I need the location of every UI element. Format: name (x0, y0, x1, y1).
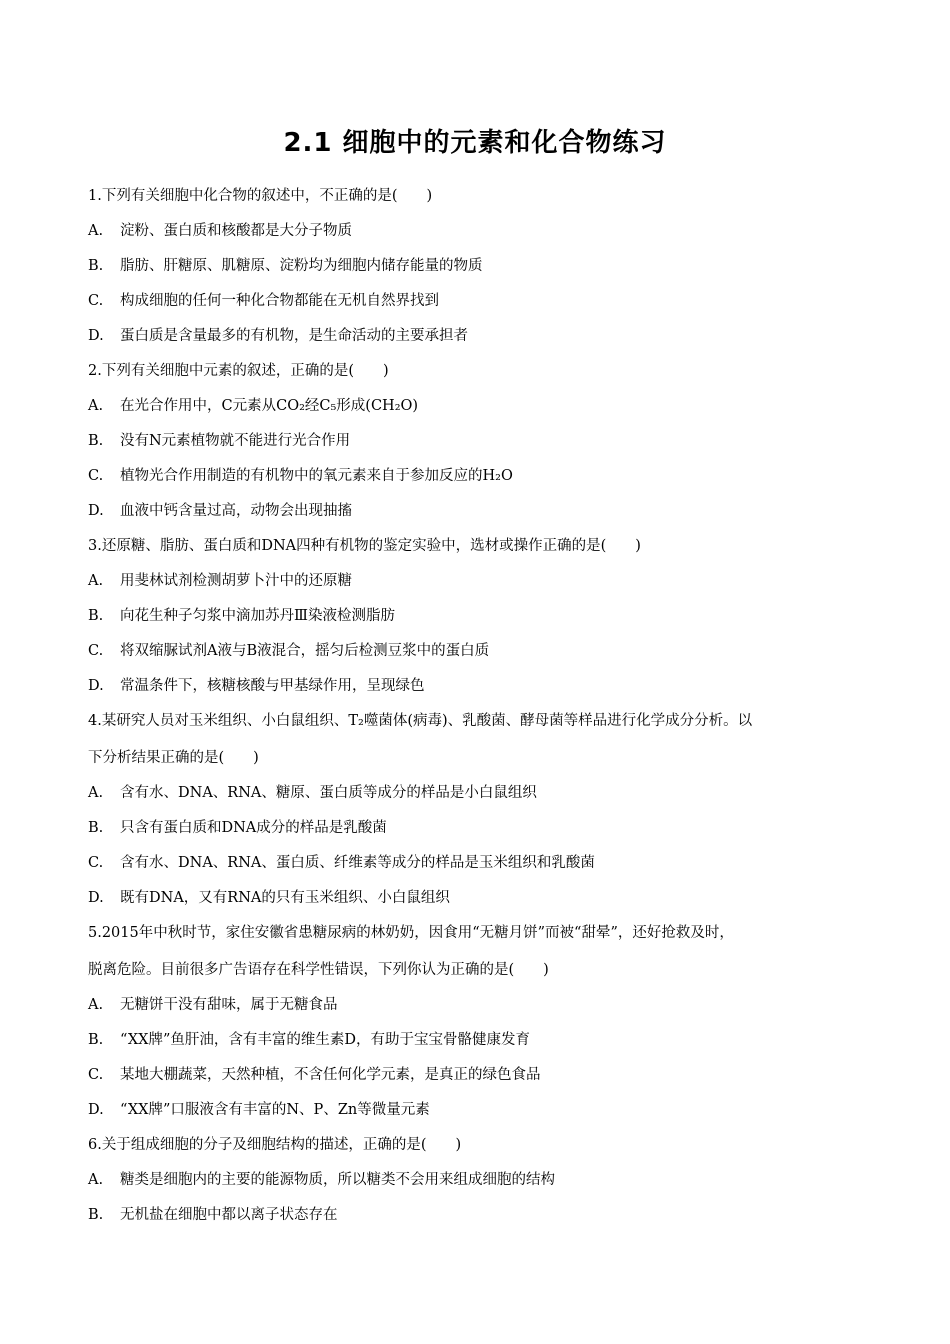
option-text: 含有水、DNA、RNA、蛋白质、纤维素等成分的样品是玉米组织和乳酸菌 (120, 855, 595, 871)
question-stem: 1.下列有关细胞中化合物的叙述中，不正确的是( ) (88, 188, 433, 204)
option-letter: D. (88, 678, 104, 694)
answer-option (88, 604, 395, 625)
option-text: 植物光合作用制造的有机物中的氧元素来自于参加反应的H₂O (120, 468, 513, 484)
answer-option (88, 851, 595, 872)
option-text: 只含有蛋白质和DNA成分的样品是乳酸菌 (120, 820, 387, 836)
option-letter: C. (88, 855, 104, 871)
option-letter: B. (88, 433, 104, 449)
option-text: 蛋白质是含量最多的有机物，是生命活动的主要承担者 (120, 328, 468, 344)
answer-option (88, 1098, 430, 1119)
answer-option (88, 639, 489, 660)
option-letter: B. (88, 1207, 104, 1223)
option-letter: B. (88, 608, 104, 624)
option-text: “XX牌”口服液含有丰富的N、P、Zn等微量元素 (120, 1102, 430, 1118)
question-stem: 下分析结果正确的是( ) (88, 750, 259, 766)
answer-option (88, 1168, 555, 1189)
question-stem: 4.某研究人员对玉米组织、小白鼠组织、T₂噬菌体(病毒)、乳酸菌、酵母菌等样品进行化学成分分析。以 (88, 713, 753, 729)
option-text: 没有N元素植物就不能进行光合作用 (120, 433, 351, 449)
option-text: 在光合作用中，C元素从CO₂经C₅形成(CH₂O) (120, 398, 419, 414)
option-letter: A. (88, 997, 104, 1013)
answer-option (88, 464, 513, 485)
option-text: “XX牌”鱼肝油，含有丰富的维生素D，有助于宝宝骨骼健康发育 (120, 1032, 530, 1048)
question-stem: 2.下列有关细胞中元素的叙述，正确的是( ) (88, 363, 389, 379)
option-text: 常温条件下，核糖核酸与甲基绿作用，呈现绿色 (120, 678, 425, 694)
answer-option (88, 1028, 530, 1049)
option-text: 向花生种子匀浆中滴加苏丹Ⅲ染液检测脂肪 (120, 608, 395, 624)
option-text: 含有水、DNA、RNA、糖原、蛋白质等成分的样品是小白鼠组织 (120, 785, 537, 801)
option-letter: C. (88, 293, 104, 309)
answer-option (88, 254, 483, 275)
question-stem: 3.还原糖、脂肪、蛋白质和DNA四种有机物的鉴定实验中，选材或操作正确的是( ) (88, 538, 641, 554)
answer-option (88, 429, 350, 450)
answer-option (88, 1063, 541, 1084)
option-text: 某地大棚蔬菜，天然种植，不含任何化学元素，是真正的绿色食品 (120, 1067, 541, 1083)
option-text: 用斐林试剂检测胡萝卜汁中的还原糖 (120, 573, 352, 589)
answer-option (88, 781, 537, 802)
question-stem: 6.关于组成细胞的分子及细胞结构的描述，正确的是( ) (88, 1137, 462, 1153)
option-text: 构成细胞的任何一种化合物都能在无机自然界找到 (120, 293, 439, 309)
answer-option (88, 499, 352, 520)
option-letter: C. (88, 468, 104, 484)
question-stem: 5.2015年中秋时节，家住安徽省患糖尿病的林奶奶，因食用“无糖月饼”而被“甜晕”，还好抢救及时， (88, 925, 734, 941)
option-text: 无糖饼干没有甜味，属于无糖食品 (120, 997, 338, 1013)
answer-option (88, 993, 338, 1014)
answer-option (88, 289, 439, 310)
option-letter: A. (88, 398, 104, 414)
option-letter: A. (88, 223, 104, 239)
option-text: 淀粉、蛋白质和核酸都是大分子物质 (120, 223, 352, 239)
answer-option (88, 394, 418, 415)
option-text: 糖类是细胞内的主要的能源物质，所以糖类不会用来组成细胞的结构 (120, 1172, 555, 1188)
option-letter: C. (88, 1067, 104, 1083)
question-stem: 脱离危险。目前很多广告语存在科学性错误，下列你认为正确的是( ) (88, 962, 549, 978)
answer-option (88, 674, 425, 695)
option-letter: D. (88, 503, 104, 519)
option-letter: C. (88, 643, 104, 659)
answer-option (88, 1203, 338, 1224)
option-letter: A. (88, 573, 104, 589)
answer-option (88, 816, 387, 837)
option-text: 将双缩脲试剂A液与B液混合，摇匀后检测豆浆中的蛋白质 (120, 643, 490, 659)
option-letter: B. (88, 258, 104, 274)
answer-option (88, 219, 352, 240)
option-letter: D. (88, 1102, 104, 1118)
option-letter: D. (88, 890, 104, 906)
option-text: 既有DNA，又有RNA的只有玉米组织、小白鼠组织 (120, 890, 450, 906)
option-text: 脂肪、肝糖原、肌糖原、淀粉均为细胞内储存能量的物质 (120, 258, 483, 274)
answer-option (88, 569, 352, 590)
option-letter: D. (88, 328, 104, 344)
option-letter: B. (88, 820, 104, 836)
option-letter: B. (88, 1032, 104, 1048)
option-letter: A. (88, 1172, 104, 1188)
answer-option (88, 324, 468, 345)
option-letter: A. (88, 785, 104, 801)
option-text: 血液中钙含量过高，动物会出现抽搐 (120, 503, 352, 519)
option-text: 无机盐在细胞中都以离子状态存在 (120, 1207, 338, 1223)
answer-option (88, 886, 450, 907)
page-title: 2.1 细胞中的元素和化合物练习 (283, 128, 667, 158)
